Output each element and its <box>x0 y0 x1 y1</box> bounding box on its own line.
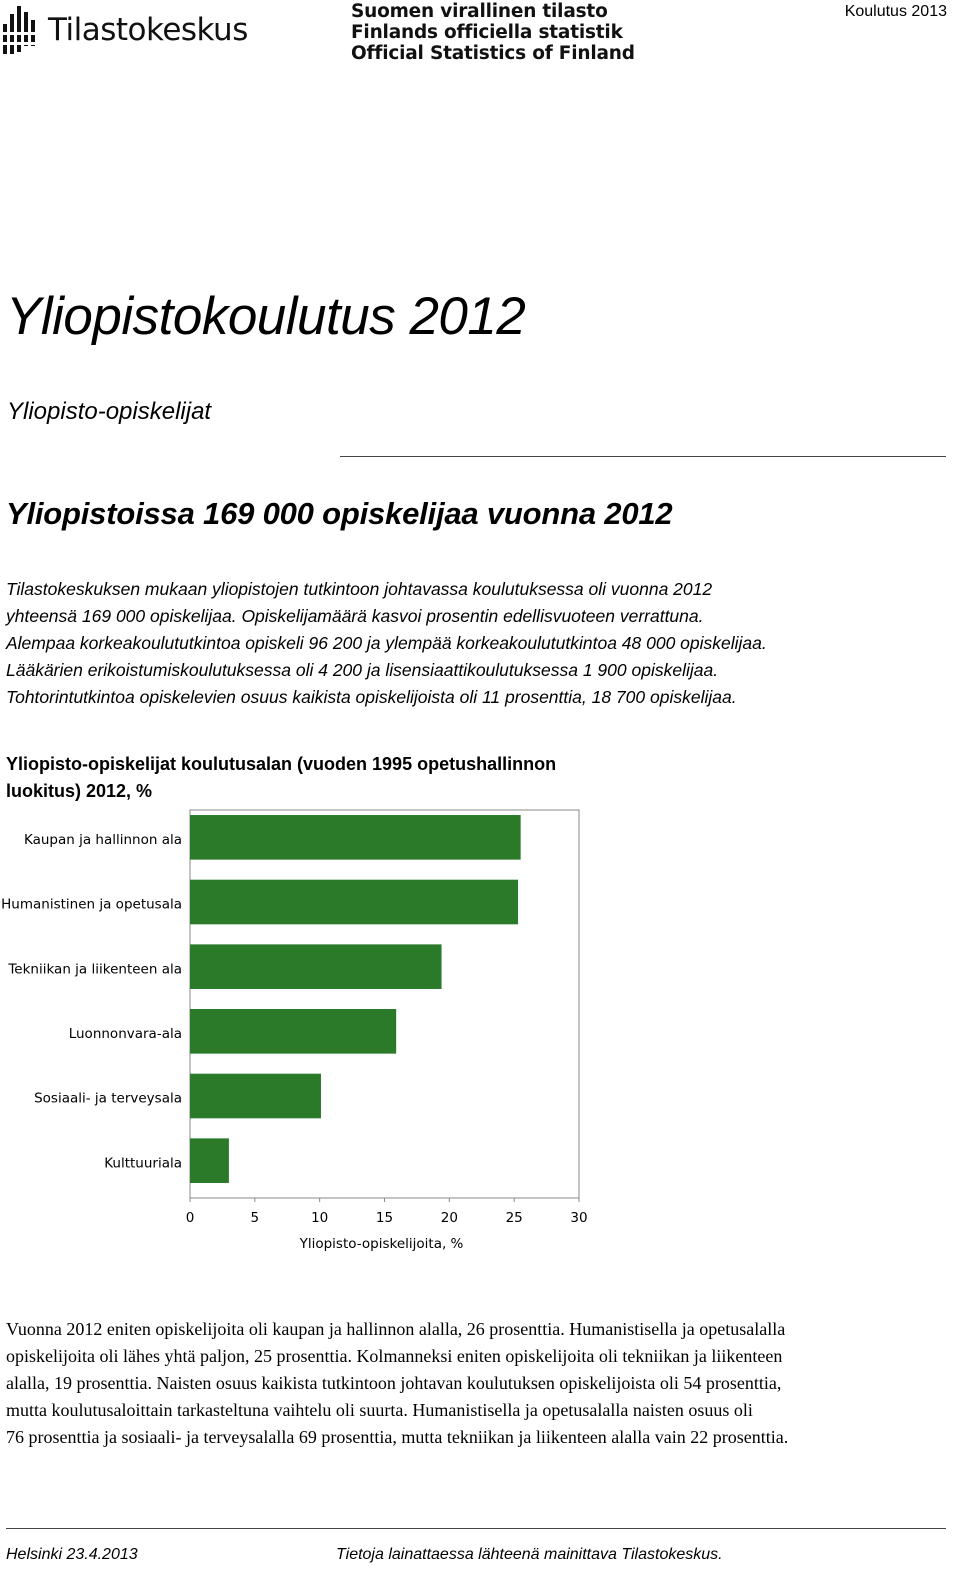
x-tick-label: 0 <box>185 1210 195 1226</box>
footer-place-date: Helsinki 23.4.2013 <box>6 1546 138 1563</box>
bar-chart <box>0 806 600 1266</box>
intro-line: Lääkärien erikoistumiskoulutuksessa oli 4 200 ja lisensiaattikoulutuksessa 1 900 opiskelijaa. <box>6 660 719 680</box>
publication-name: Koulutus 2013 <box>844 3 947 20</box>
bar <box>190 880 518 925</box>
category-label: Luonnonvara-ala <box>68 1026 182 1043</box>
official-line-en: Official Statistics of Finland <box>351 43 635 64</box>
x-axis-title: Yliopisto-opiskelijoita, % <box>299 1236 464 1252</box>
footer-divider <box>6 1528 946 1529</box>
intro-line: Tohtorintutkintoa opiskelevien osuus kaikista opiskelijoista oli 11 prosenttia, 18 700 opiskelijaa. <box>6 687 737 707</box>
official-statistics-label <box>351 1 635 64</box>
x-tick-label: 5 <box>250 1210 260 1226</box>
intro-text <box>6 576 951 711</box>
plot-area-frame <box>190 810 579 1198</box>
category-label: Kulttuuriala <box>104 1155 182 1172</box>
chart-title-line: luokitus) 2012, % <box>6 781 153 801</box>
bar <box>190 1009 396 1054</box>
headline: Yliopistoissa 169 000 opiskelijaa vuonna 2012 <box>6 496 673 531</box>
x-tick-label: 20 <box>440 1210 458 1226</box>
bar <box>190 944 442 989</box>
official-line-sv: Finlands officiella statistik <box>351 22 623 43</box>
chart-title-line: Yliopisto-opiskelijat koulutusalan (vuoden 1995 opetushallinnon <box>6 754 557 774</box>
logo <box>2 2 248 58</box>
category-label: Humanistinen ja opetusala <box>1 896 182 913</box>
intro-line: yhteensä 169 000 opiskelijaa. Opiskelijamäärä kasvoi prosentin edellisvuoteen verrattuna. <box>6 606 704 626</box>
body-line: alalla, 19 prosenttia. Naisten osuus kaikista tutkintoon johtavan koulutuksen opiskelijoista oli 54 prosenttia, <box>6 1373 782 1393</box>
x-tick-label: 25 <box>505 1210 523 1226</box>
bar <box>190 815 521 860</box>
intro-line: Alempaa korkeakoulututkintoa opiskeli 96 200 ja ylempää korkeakoulututkintoa 48 000 opiskelijaa. <box>6 633 767 653</box>
logo-text: Tilastokeskus <box>48 12 248 48</box>
body-line: mutta koulutusaloittain tarkasteltuna vaihtelu oli suurta. Humanistisella ja opetusalalla naisten osuus oli <box>6 1400 753 1420</box>
intro-line: Tilastokeskuksen mukaan yliopistojen tutkintoon johtavassa koulutuksessa oli vuonna 2012 <box>6 579 713 599</box>
body-line: 76 prosenttia ja sosiaali- ja terveysalalla 69 prosenttia, mutta tekniikan ja liikenteen alalla vain 22 prosenttia. <box>6 1427 789 1447</box>
page-subtitle: Yliopisto-opiskelijat <box>7 398 212 425</box>
x-tick-label: 30 <box>570 1210 588 1226</box>
bar <box>190 1138 229 1183</box>
tilastokeskus-logo-icon <box>2 4 42 56</box>
divider <box>340 456 946 457</box>
page-title: Yliopistokoulutus 2012 <box>6 287 526 346</box>
x-tick-label: 10 <box>311 1210 329 1226</box>
bar <box>190 1074 321 1119</box>
category-label: Sosiaali- ja terveysala <box>34 1090 182 1107</box>
category-label: Kaupan ja hallinnon ala <box>23 832 182 849</box>
official-line-fi: Suomen virallinen tilasto <box>351 1 608 22</box>
body-line: Vuonna 2012 eniten opiskelijoita oli kaupan ja hallinnon alalla, 26 prosenttia. Humanistisella ja opetusalalla <box>6 1319 786 1339</box>
category-label: Tekniikan ja liikenteen ala <box>8 961 182 978</box>
footer-citation: Tietoja lainattaessa lähteenä mainittava Tilastokeskus. <box>336 1546 723 1563</box>
chart-title <box>6 751 666 805</box>
x-tick-label: 15 <box>375 1210 394 1226</box>
body-line: opiskelijoita oli lähes yhtä paljon, 25 prosenttia. Kolmanneksi eniten opiskelijoita oli tekniikan ja liikenteen <box>6 1346 783 1366</box>
body-text <box>6 1316 951 1451</box>
